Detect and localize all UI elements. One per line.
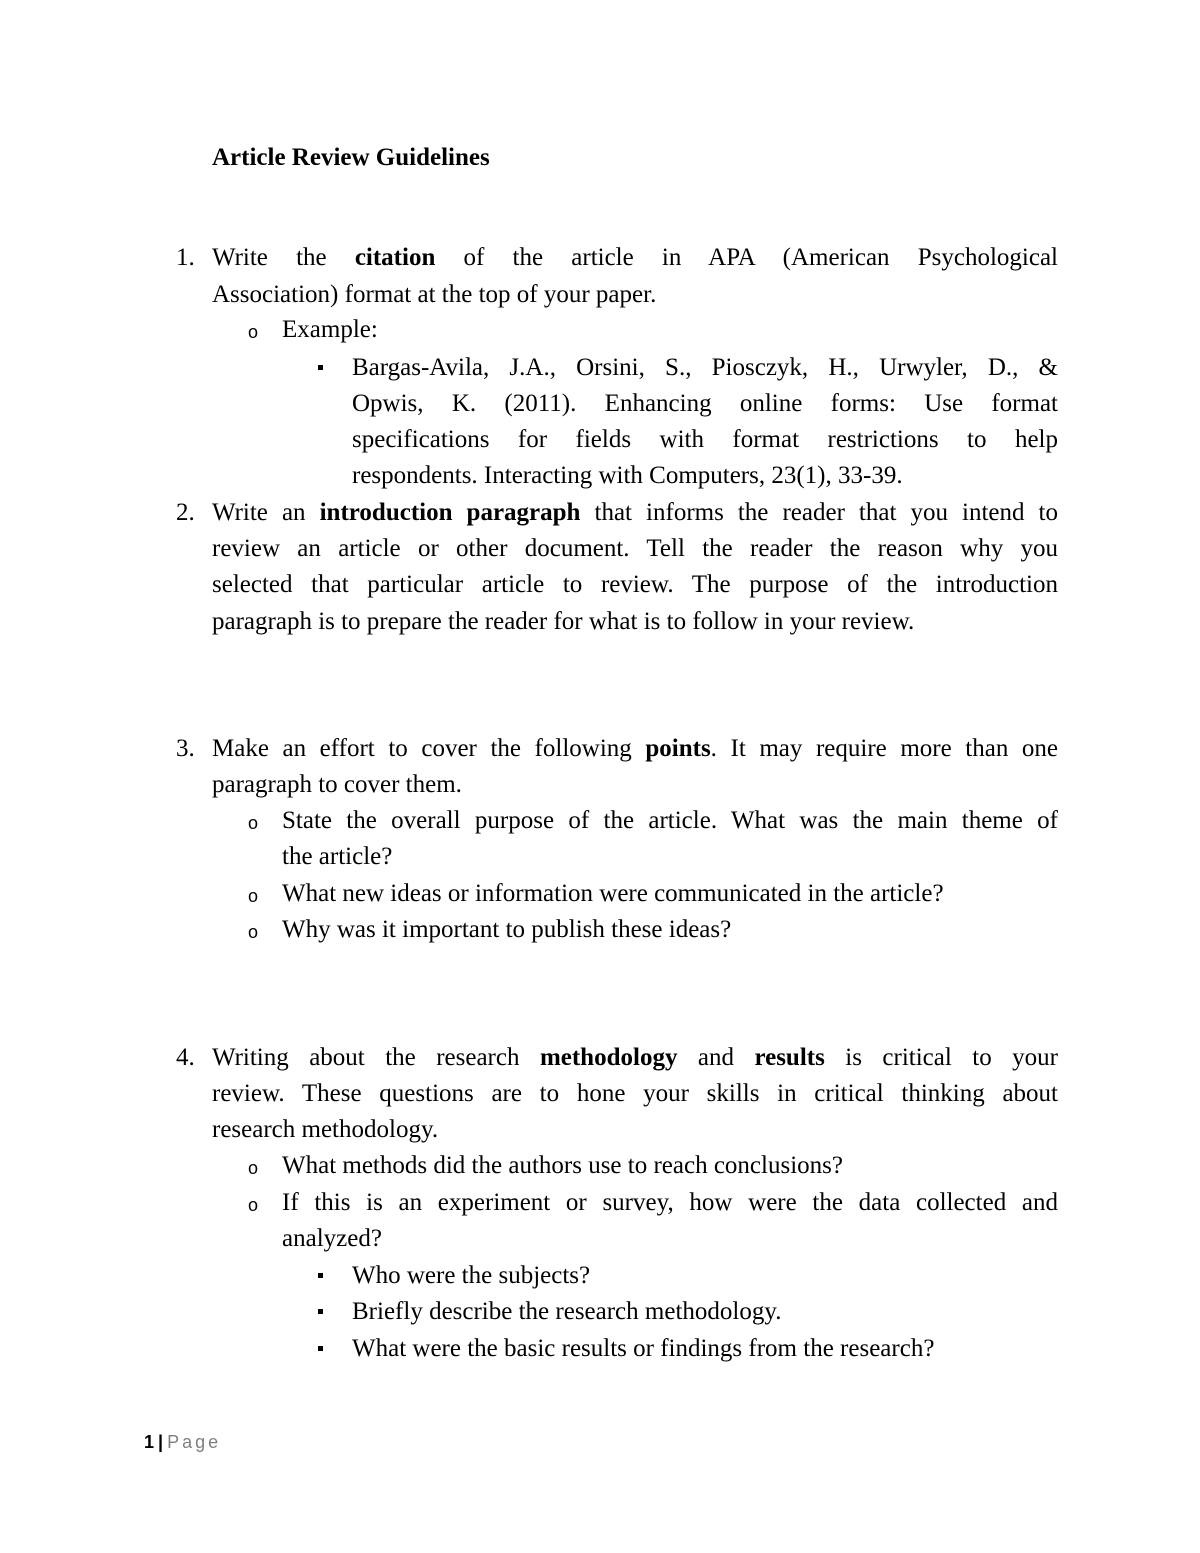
item-3-sub-2: What new ideas or information were communicated in the article? xyxy=(282,880,944,907)
page-title: Article Review Guidelines xyxy=(212,144,490,171)
item-1-text-pre: Write the xyxy=(212,244,355,271)
square-bullet-icon xyxy=(318,1294,328,1331)
item-3-bold-points: points xyxy=(645,735,711,762)
citation-line-2: Opwis, K. (2011). Enhancing online forms: Use format xyxy=(352,390,1058,417)
item-4-text-post: is critical to your xyxy=(824,1044,1058,1071)
item-3-sub-3: Why was it important to publish these ideas? xyxy=(282,916,732,943)
item-3-text-post: . It may require more than one xyxy=(710,735,1058,762)
item-4-subsub-2: Briefly describe the research methodology. xyxy=(352,1298,782,1325)
item-4-subsub-1: Who were the subjects? xyxy=(352,1262,591,1289)
item-2-line-1 xyxy=(212,495,1058,532)
item-2-text-post: that informs the reader that you intend to xyxy=(580,499,1058,526)
citation-line-4: respondents. Interacting with Computers, 23(1), 33-39. xyxy=(352,462,903,489)
item-1-line-2: Association) format at the top of your paper. xyxy=(212,281,657,308)
item-2-line-3: selected that particular article to review. The purpose of the introduction xyxy=(212,571,1058,598)
item-2-number: 2. xyxy=(176,499,195,526)
item-3-line-1 xyxy=(212,731,1058,768)
item-4-text-mid: and xyxy=(677,1044,755,1071)
circle-bullet-icon: o xyxy=(248,813,259,833)
item-3-line-2: paragraph to cover them. xyxy=(212,771,462,798)
item-2-bold-intro: introduction paragraph xyxy=(319,499,581,526)
item-3-number: 3. xyxy=(176,735,195,762)
item-1-bold-citation: citation xyxy=(354,244,436,271)
item-4-subsub-3: What were the basic results or findings from the research? xyxy=(352,1335,935,1362)
item-2-text-pre: Write an xyxy=(212,499,320,526)
item-3-sub-1-cont: the article? xyxy=(282,843,393,870)
circle-bullet-icon: o xyxy=(248,1158,259,1178)
circle-bullet-icon: o xyxy=(248,1195,259,1215)
square-bullet-icon xyxy=(318,1258,328,1295)
item-4-line-3: research methodology. xyxy=(212,1116,439,1143)
item-4-number: 4. xyxy=(176,1044,195,1071)
circle-bullet-icon: o xyxy=(248,922,259,942)
item-4-sub-2: If this is an experiment or survey, how were the data collected and xyxy=(282,1189,1058,1216)
page-number: 1 xyxy=(144,1432,155,1452)
square-bullet-icon xyxy=(318,1331,328,1368)
circle-bullet-icon: o xyxy=(248,322,259,342)
item-1-number: 1. xyxy=(176,244,195,271)
item-4-line-1 xyxy=(212,1040,1058,1077)
item-3-sub-1: State the overall purpose of the article. What was the main theme of xyxy=(282,807,1058,834)
citation-line-1: Bargas-Avila, J.A., Orsini, S., Piosczyk, H., Urwyler, D., & xyxy=(352,354,1058,381)
square-bullet-icon xyxy=(318,350,328,387)
item-1-text-post: of the article in APA (American Psychological xyxy=(435,244,1058,271)
citation-line-3: specifications for fields with format restrictions to help xyxy=(352,426,1058,453)
item-4-sub-2-cont: analyzed? xyxy=(282,1225,382,1252)
item-2-line-2: review an article or other document. Tell the reader the reason why you xyxy=(212,535,1058,562)
item-4-sub-1: What methods did the authors use to reach conclusions? xyxy=(282,1152,843,1179)
item-1-line-1 xyxy=(212,240,1058,277)
item-4-text-pre: Writing about the research xyxy=(212,1044,540,1071)
circle-bullet-icon: o xyxy=(248,886,259,906)
page-footer xyxy=(144,1428,221,1456)
item-1-example-label: Example: xyxy=(282,316,378,343)
item-2-line-4: paragraph is to prepare the reader for what is to follow in your review. xyxy=(212,608,915,635)
item-3-text-pre: Make an effort to cover the following xyxy=(212,735,646,762)
footer-separator: | xyxy=(158,1432,164,1452)
item-4-line-2: review. These questions are to hone your skills in critical thinking about xyxy=(212,1080,1058,1107)
item-4-bold-methodology: methodology xyxy=(539,1044,678,1071)
page-label: Page xyxy=(167,1432,222,1452)
item-4-bold-results: results xyxy=(754,1044,825,1071)
